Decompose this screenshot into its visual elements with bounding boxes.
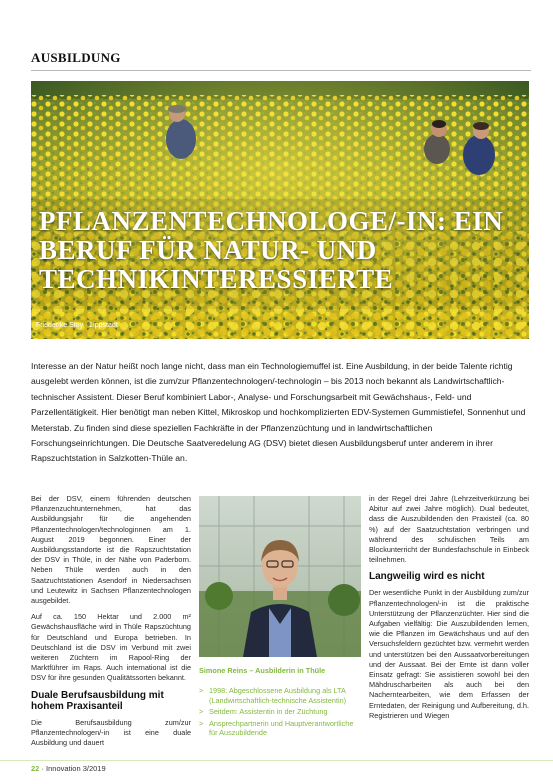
paragraph: in der Regel drei Jahre (Lehrzeitverkürzung bei Abitur auf zwei Jahre möglich). Dual bedeutet, dass die Auszubildenden den Praxisteil (ca. 80 %) auf der Saatzuchtstation verbringen und während des schulischen Teils am Blockunterricht der Bundesfachschule in Einbeck teilnehmen. [369, 494, 529, 565]
subheading: Duale Berufsausbildung mit hohem Praxisanteil [31, 689, 164, 712]
paragraph: Die Berufsausbildung zum/zur Pflanzentechnologen/-in ist eine duale Ausbildung und dauert [31, 717, 191, 748]
column-left [31, 494, 191, 754]
paragraph: Auf ca. 150 Hektar und 2.000 m² Gewächshausfläche wird in Thüle Rapszüchtung für Deutschland und Europa betrieben. In Deutschland ist die DSV im Verbund mit zwei weiteren Züchtern im Rapool-Ring der Marktführer im Raps. Auch international ist die DSV für ihre gesunden Qualitätssorten bekannt. [31, 612, 191, 683]
paragraph: Der wesentliche Punkt in der Ausbildung zum/zur Pflanzentechnologen/-in ist die praktische Unterstützung der Pflanzenzüchter. Hier sind die Aufgaben vielfältig: Die Auszubildenden lernen, wie die Pflanzen im Gewächshaus und auf den Versuchsfeldern gezüchtet bzw. vermehrt werden und unterstützen bei den Aussaatvorbereitungen und der Aussaat. Bei der Ernte ist dann voller Einsatz gefragt: Sie assistieren sowohl bei den Mähdruscharbeiten als auch bei den Nacherntearbeiten, wie dem Erfassen der Erntedaten, der Reinigung und Aufbereitung, d.h. Registrieren und Wiegen [369, 588, 529, 720]
bullet-marker: > [199, 686, 204, 695]
list-item-text: Seitdem: Assistentin in der Züchtung [209, 707, 328, 717]
page-number: 22 [31, 764, 40, 773]
section-title: AUSBILDUNG [31, 50, 121, 65]
portrait-photo [199, 496, 361, 657]
paragraph: Bei der DSV, einem führenden deutschen Pflanzenzuchtunternehmen, hat das Ausbildungsjahr für die angehenden Pflanzentechnologen/technologinnen am 1. August 2019 begonnen. Einer der Ausbildungsstandorte ist die Rapszuchtstation der DSV in Thüle, in der Nähe von Paderborn. Neben Thüle werden auch in den Saatzuchtstationen Asendorf in Niedersachsen und Leutewitz in Sachsen Pflanzentechnologen ausgebildet. [31, 494, 191, 606]
article-headline: PFLANZENTECHNOLOGE/-IN: EIN BERUF FÜR NATUR- UND TECHNIKINTERESSIERTE [39, 206, 504, 294]
page-footer [31, 764, 106, 773]
column-right [369, 494, 529, 727]
trainer-facts-list [199, 686, 361, 740]
list-item-text: 1998: Abgeschlossene Ausbildung als LTA (Landwirtschaftlich-technische Assistentin) [209, 686, 347, 705]
list-item [199, 719, 361, 738]
photo-credit: Friederike Stoy · Lippstadt [36, 322, 118, 329]
article-lead: Interesse an der Natur heißt noch lange nicht, dass man ein Technologiemuffel ist. Eine Ausbildung, in der beide Talente richtig ausgelebt werden können, ist die zum/zur Pflanzentechnologen/-technologin – bis 2013 noch bekannt als Landwirtschaftlich-technischer Assistent. Dieser Beruf kombiniert Labor-, Analyse- und Forschungsarbeit mit Gewächshaus-, Feld- und Parzellentätigkeit. Hier benötigt man neben Kittel, Mikroskop und hochkomplizierten EDV-Systemen Gummistiefel, Sonnenhut und Meterstab. Zu finden sind diese speziellen Fachkräfte in der Pflanzenzüchtung und in landwirtschaftlichen Forschungseinrichtungen. Die Deutsche Saatveredelung AG (DSV) bietet diesen Ausbildungsberuf unter anderem in ihrer Rapszuchtstation in Salzkotten-Thüle an. [31, 361, 526, 464]
portrait-caption: Simone Reins – Ausbilderin in Thüle [199, 666, 326, 675]
list-item [199, 707, 361, 717]
list-item-text: Ansprechpartnerin und Hauptverantwortliche für Auszubildende [209, 718, 354, 738]
hero-image [31, 81, 529, 339]
list-item [199, 686, 361, 705]
bullet-marker: > [199, 707, 204, 717]
footer-divider [0, 760, 553, 761]
bullet-marker: > [199, 718, 204, 728]
trainer-portrait [199, 496, 361, 657]
section-divider [31, 70, 531, 71]
subheading: Langweilig wird es nicht [369, 571, 485, 583]
publication-name: · Innovation 3/2019 [41, 764, 106, 773]
